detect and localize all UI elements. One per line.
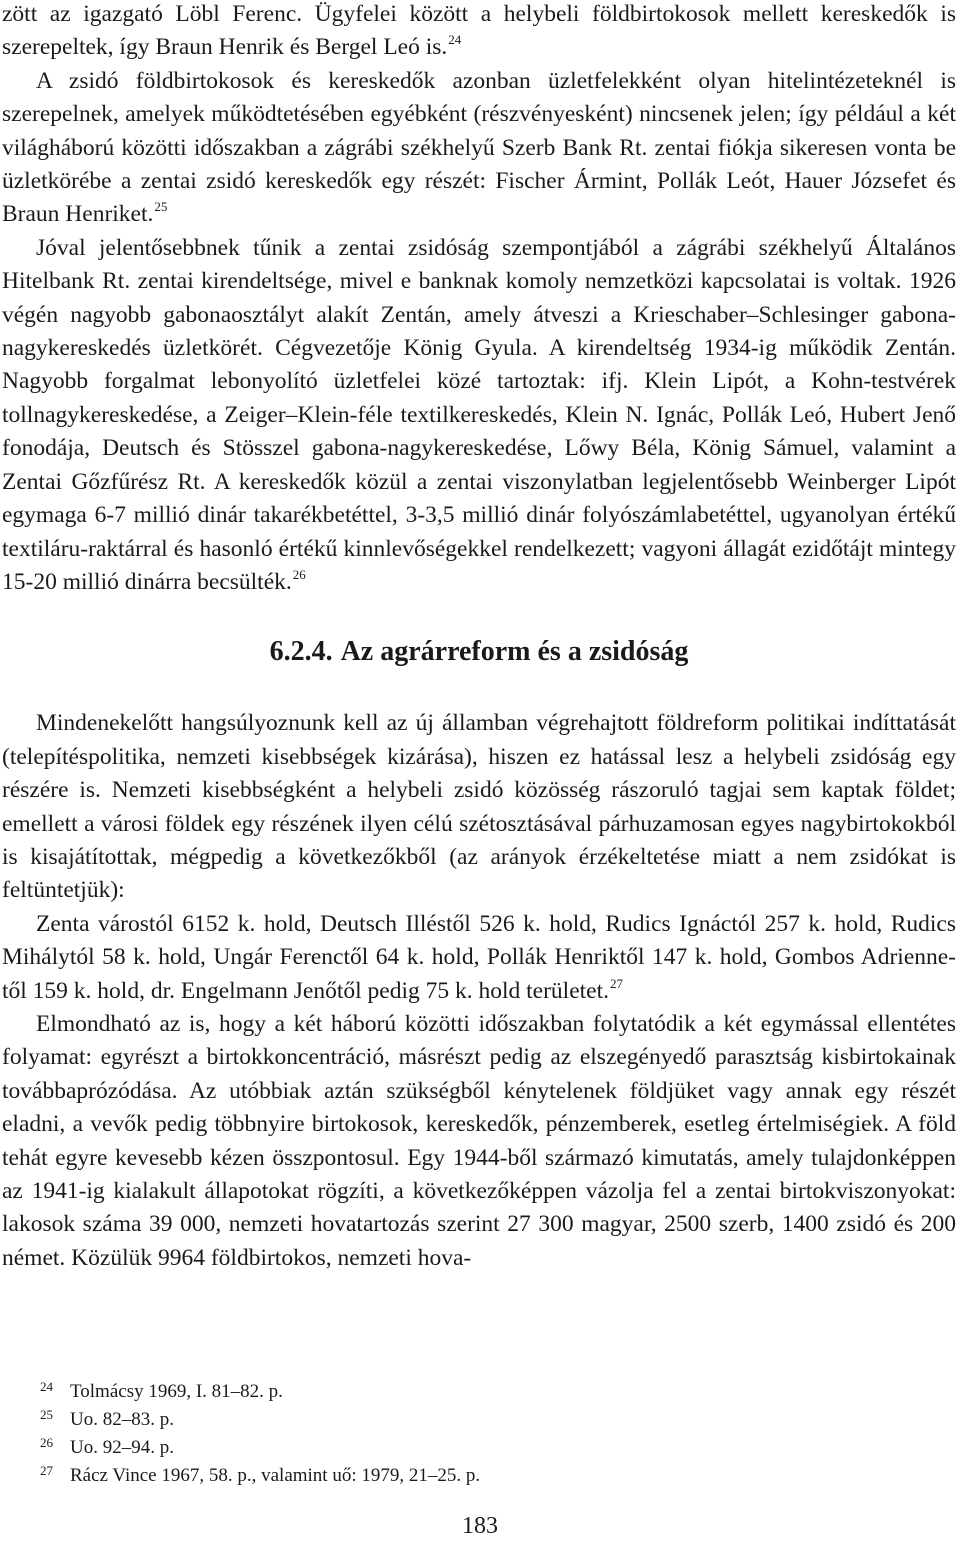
footnote-number: 27 xyxy=(40,1463,53,1478)
footnote-text: Rácz Vince 1967, 58. p., valamint uő: 1979, 21–25. p. xyxy=(70,1465,481,1486)
paragraph-4: Zenta várostól 6152 k. hold, Deutsch Illéstől 526 k. hold, Rudics Ignáctól 257 k. hold, Rudics Mihálytól 58 k. hold, Ungár Ferenctől 64 k. hold, Pollák Henriktől 147 k. hold, Gombos Adrienne-től 159 k. hold, dr. Engelmann Jenőtől pedig 75 k. hold területet.$^{27}$ xyxy=(2,910,956,1004)
footnote-number: 24 xyxy=(40,1379,53,1394)
paragraph-2: Jóval jelentősebbnek tűnik a zentai zsidóság szempontjából a zágrábi székhelyű Általános Hitelbank Rt. zentai kirendeltsége, mivel e banknak komoly nemzetközi kapcsolatai is voltak. 1926 végén nagyobb gabonaosztályt alakít Zentán, amely átveszi a Krieschaber–Schlesinger gabona-nagykereskedés üzletkörét. Cégvezetője König Gyula. A kirendeltség 1934-ig működik Zentán. Nagyobb forgalmat lebonyolító üzletfelei közé tartoztak: ifj. Klein Lipót, a Kohn-testvérek tollnagykereskedése, a Zeiger–Klein-féle textilkereskedés, Klein N. Ignác, Pollák Leó, Hubert Jenő fonodája, Deutsch és Stösszel gabona-nagykereskedése, Lőwy Béla, König Sámuel, valamint a Zentai Gőzfűrész Rt. A kereskedők közül a zentai viszonylatban legjelentősebb Weinberger Lipót egymaga 6-7 millió dinár takarékbetéttel, 3-3,5 millió dinár folyószámlabetéttel, ugyanolyan értékű textiláru-raktárral és hasonló értékű kinnlevőségekkel rendelkezett; vagyoni állagát ezidőtájt mintegy 15-20 millió dinárra becsülték.$^{26}$ xyxy=(2,234,956,595)
footnote-text: Uo. 92–94. p. xyxy=(70,1437,174,1458)
footnote-26 xyxy=(40,1434,940,1462)
paragraph-5: Elmondható az is, hogy a két háború közötti időszakban folytatódik a két egymással ellentétes folyamat: egyrészt a birtokkoncentráció, másrészt pedig az elszegényedő parasztság kisbirtokainak továbbaprózódása. Az utóbbiak aztán szükségből kénytelenek földjüket vagy annak egy részét eladni, a vevők pedig többnyire birtokosok, kereskedők, pénzemberek, esetleg értelmiségiek. A föld tehát egyre kevesebb kézen összpontosul. Egy 1944-ből származó kimutatás, amely tulajdonképpen az 1941-ig kialakult állapotokat rögzíti, a következőképpen vázolja fel a zentai birtokviszonyokat: lakosok száma 39 000, nemzeti hovatartozás szerint 27 300 magyar, 2500 szerb, 1400 zsidó és 200 német. Közülük 9964 földbirtokos, nemzeti hova- xyxy=(2,1010,956,1271)
page-number: 183 xyxy=(462,1513,498,1539)
footnote-ref-24[interactable]: 24 xyxy=(448,32,462,48)
main-text xyxy=(2,0,956,1275)
section-title: Az agrárreform és a zsidóság xyxy=(340,636,689,668)
footnote-25 xyxy=(40,1406,940,1434)
paragraph-1: A zsidó földbirtokosok és kereskedők azonban üzletfelekként olyan hitelintézeteknél is szerepelnek, amelyek működtetésében egyébként (részvényesként) nincsenek jelen; így például a két világháború közötti időszakban a zágrábi székhelyű Szerb Bank Rt. zentai fiókja sikeresen vonta be üzletkörébe a zentai zsidó kereskedők egy részét: Fischer Ármint, Pollák Leót, Hauer Józsefet és Braun Henriket.$^{25}$ xyxy=(2,67,956,228)
footnote-text: Tolmácsy 1969, I. 81–82. p. xyxy=(70,1381,283,1402)
footnote-ref-27[interactable]: 27 xyxy=(610,975,623,991)
section-heading xyxy=(2,635,956,669)
footnotes xyxy=(40,1378,940,1490)
footnote-24 xyxy=(40,1378,940,1406)
footnote-number: 26 xyxy=(40,1435,53,1450)
footnote-text: Uo. 82–83. p. xyxy=(70,1409,174,1430)
section-number: 6.2.4. xyxy=(269,636,333,668)
footnote-number: 25 xyxy=(40,1407,53,1422)
paragraph-3: Mindenekelőtt hangsúlyoznunk kell az új államban végrehajtott földreform politikai indíttatását (telepítéspolitika, nemzeti kisebbségek kizárása), hiszen ez hatással lesz a helybeli zsidóság egy részére is. Nemzeti kisebbségként a helybeli zsidó közösség rászoruló tagjai sem kaptak földet; emellett a városi földek egy részének ilyen célú szétosztásával párhuzamosan egyes nagybirtokokból is kisajátítottak, mégpedig a következőkből (az arányok érzékeltetése miatt a nem zsidókat is feltüntetjük): xyxy=(2,710,956,904)
paragraph-0: zött az igazgató Löbl Ferenc. Ügyfelei között a helybeli földbirtokosok mellett kereskedők is szerepeltek, így Braun Henrik és Bergel Leó is.$^{24}$ xyxy=(2,1,956,61)
footnote-ref-25[interactable]: 25 xyxy=(154,199,168,215)
footnote-ref-26[interactable]: 26 xyxy=(292,566,306,582)
footnote-27 xyxy=(40,1462,940,1490)
